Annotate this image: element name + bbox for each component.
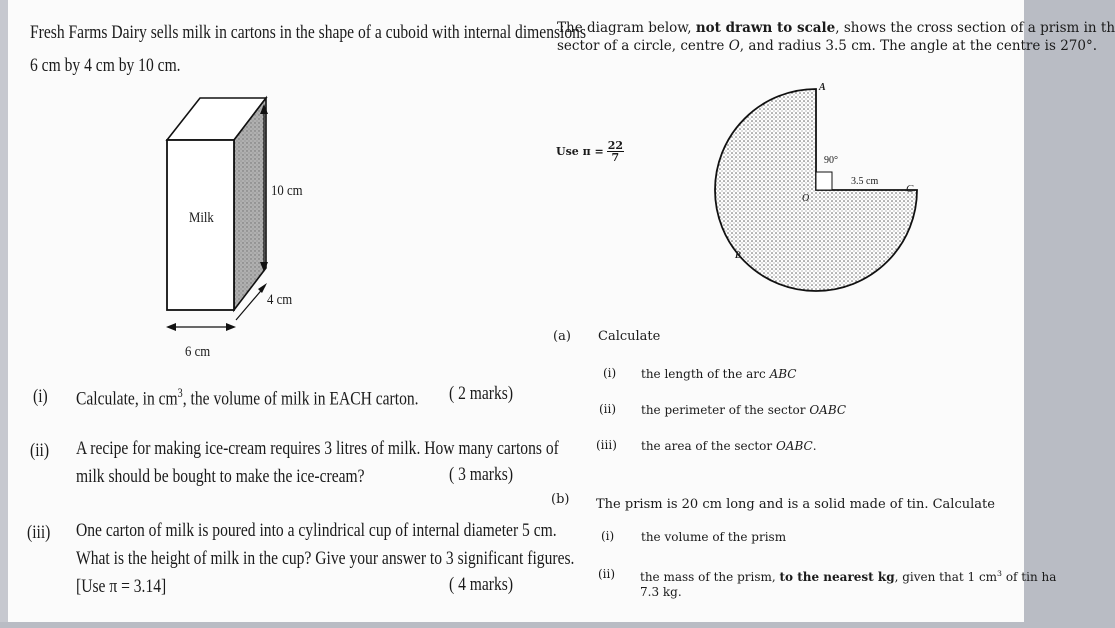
left-intro-line2: 6 cm by 4 cm by 10 cm. <box>30 55 181 76</box>
part-b-ii-line1: the mass of the prism, to the nearest kg, given that 1 $cm^3$ of tin ha <box>640 569 1057 584</box>
q3-line3: [Use π = 3.14] <box>76 576 167 597</box>
q3-number: (iii) <box>27 522 51 543</box>
point-A-label: A <box>819 82 826 93</box>
width-arrow-head-left <box>166 323 176 331</box>
q3-marks: ( 4 marks) <box>449 574 514 595</box>
part-a-iii-number: (iii) <box>596 438 617 452</box>
angle-label: 90° <box>824 155 838 166</box>
right-intro-line2: sector of a circle, centre O, and radius 3.5 cm. The angle at the centre is 270°. <box>557 38 1098 54</box>
part-b-text: The prism is 20 cm long and is a solid made of tin. Calculate <box>596 497 995 512</box>
part-b-i-text: the volume of the prism <box>641 530 787 544</box>
part-a-i-number: (i) <box>603 366 617 380</box>
right-intro-line1: The diagram below, not drawn to scale, shows the cross section of a prism in th <box>557 20 1115 36</box>
part-a-i-text: the length of the arc ABC <box>641 367 797 381</box>
depth-label: 4 cm <box>267 292 293 308</box>
q1-marks: ( 2 marks) <box>449 383 514 404</box>
part-a-iii-text: the area of the sector OABC. <box>641 439 817 453</box>
q1-number: (i) <box>33 386 48 407</box>
q2-line2: milk should be bought to make the ice-cream? <box>76 466 365 487</box>
part-b-label: (b) <box>551 492 570 507</box>
part-a-label: (a) <box>553 329 571 344</box>
point-C-label: C <box>906 183 914 195</box>
part-a-ii-number: (ii) <box>599 402 617 416</box>
sector-diagram <box>715 80 935 295</box>
part-b-ii-number: (ii) <box>598 567 616 581</box>
use-pi-label: Use π = <box>556 145 604 158</box>
width-label: 6 cm <box>185 344 211 360</box>
point-B-label: B <box>735 250 742 260</box>
part-b-i-number: (i) <box>601 529 615 543</box>
depth-arrow-head <box>258 283 267 293</box>
pi-denominator: 7 <box>611 151 620 164</box>
q1-text: Calculate, in $cm^3$, the volume of milk in EACH carton. <box>76 386 419 410</box>
milk-label: Milk <box>189 210 214 226</box>
part-a-ii-text: the perimeter of the sector OABC <box>641 403 847 417</box>
q2-number: (ii) <box>30 440 50 461</box>
q2-marks: ( 3 marks) <box>449 464 514 485</box>
point-O-label: O <box>802 193 810 204</box>
page-edge-strip <box>0 0 8 622</box>
right-angle-marker <box>816 172 832 190</box>
pi-numerator: 22 <box>607 139 624 152</box>
cuboid-diagram <box>150 90 320 375</box>
q2-line1: A recipe for making ice-cream requires 3 litres of milk. How many cartons of <box>76 438 559 459</box>
height-label: 10 cm <box>271 183 303 199</box>
left-intro-line1: Fresh Farms Dairy sells milk in cartons in the shape of a cuboid with internal dimensions <box>30 22 587 43</box>
part-b-ii-line2: 7.3 kg. <box>640 585 682 599</box>
pi-fraction <box>607 140 624 163</box>
width-arrow-head-right <box>226 323 236 331</box>
radius-label: 3.5 cm <box>851 176 879 187</box>
q3-line2: What is the height of milk in the cup? Give your answer to 3 significant figures. <box>76 548 575 569</box>
use-pi-note <box>556 140 624 163</box>
q3-line1: One carton of milk is poured into a cylindrical cup of internal diameter 5 cm. <box>76 520 557 541</box>
part-a-text: Calculate <box>598 329 661 344</box>
